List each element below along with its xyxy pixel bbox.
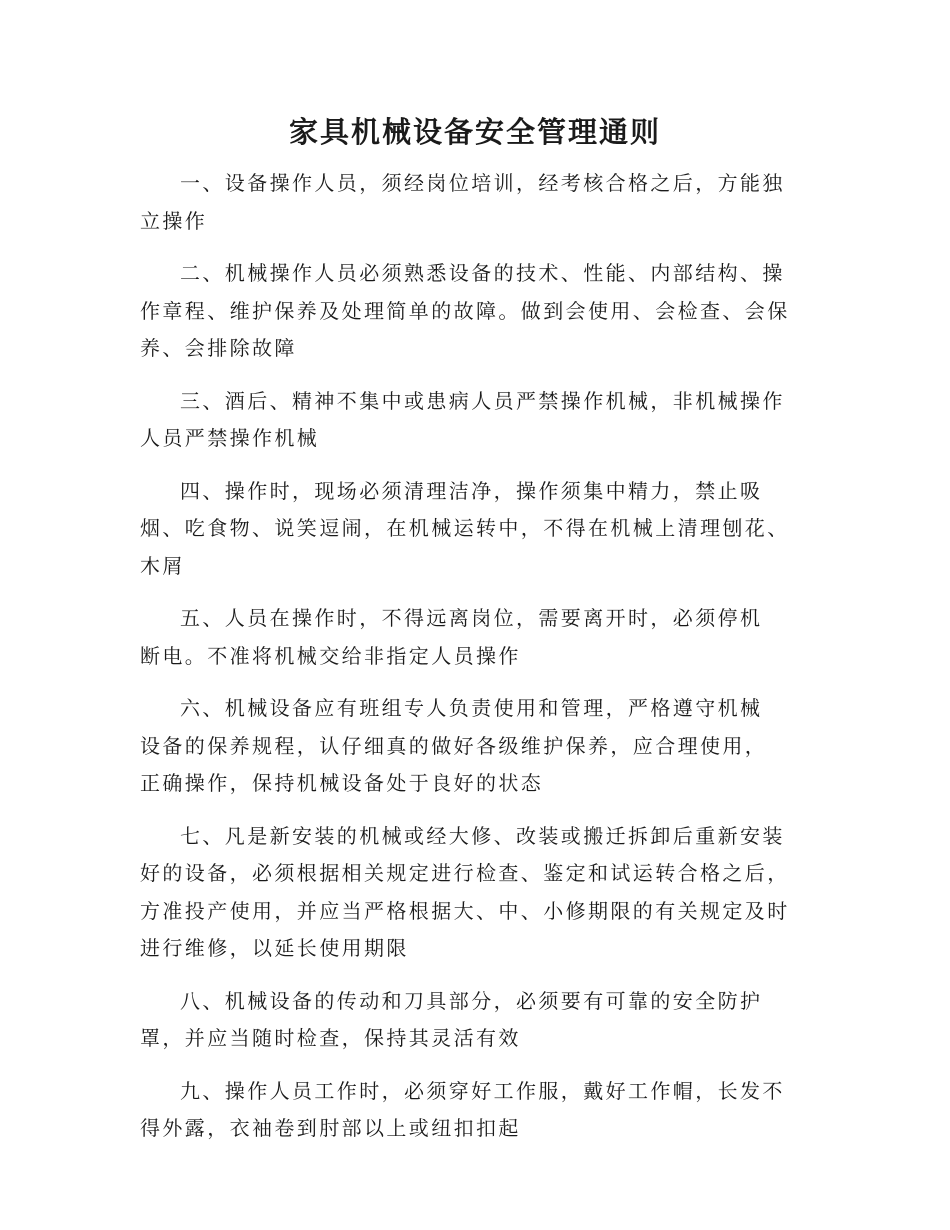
paragraph-3: 三、酒后、精神不集中或患病人员严禁操作机械，非机械操作人员严禁操作机械 xyxy=(140,388,785,450)
paragraph-6: 六、机械设备应有班组专人负责使用和管理，严格遵守机械设备的保养规程，认仔细真的做好各级维护保养，应合理使用，正确操作，保持机械设备处于良好的状态 xyxy=(140,696,768,795)
paragraph-4: 四、操作时，现场必须清理洁净，操作须集中精力，禁止吸烟、吃食物、说笑逗闹，在机械运转中，不得在机械上清理刨花、木屑 xyxy=(140,478,790,578)
paragraph-9: 九、操作人员工作时，必须穿好工作服，戴好工作帽，长发不得外露，衣袖卷到肘部以上或纽扣扣起 xyxy=(140,1078,785,1140)
paragraph-7: 七、凡是新安装的机械或经大修、改装或搬迁拆卸后重新安装好的设备，必须根据相关规定进行检查、鉴定和试运转合格之后，方准投产使用，并应当严格根据大、中、小修期限的有关规定及时进行维修，以延长使用期限 xyxy=(140,823,790,960)
document-body xyxy=(140,165,796,1163)
paragraph-1: 一、设备操作人员，须经岗位培训，经考核合格之后，方能独立操作 xyxy=(140,171,785,233)
document-title: 家具机械设备安全管理通则 xyxy=(288,115,661,149)
paragraph-5: 五、人员在操作时，不得远离岗位，需要离开时，必须停机断电。不准将机械交给非指定人员操作 xyxy=(140,606,763,668)
paragraph-8: 八、机械设备的传动和刀具部分，必须要有可靠的安全防护罩，并应当随时检查，保持其灵活有效 xyxy=(140,988,763,1050)
paragraph-2: 二、机械操作人员必须熟悉设备的技术、性能、内部结构、操作章程、维护保养及处理简单的故障。做到会使用、会检查、会保养、会排除故障 xyxy=(140,261,790,360)
